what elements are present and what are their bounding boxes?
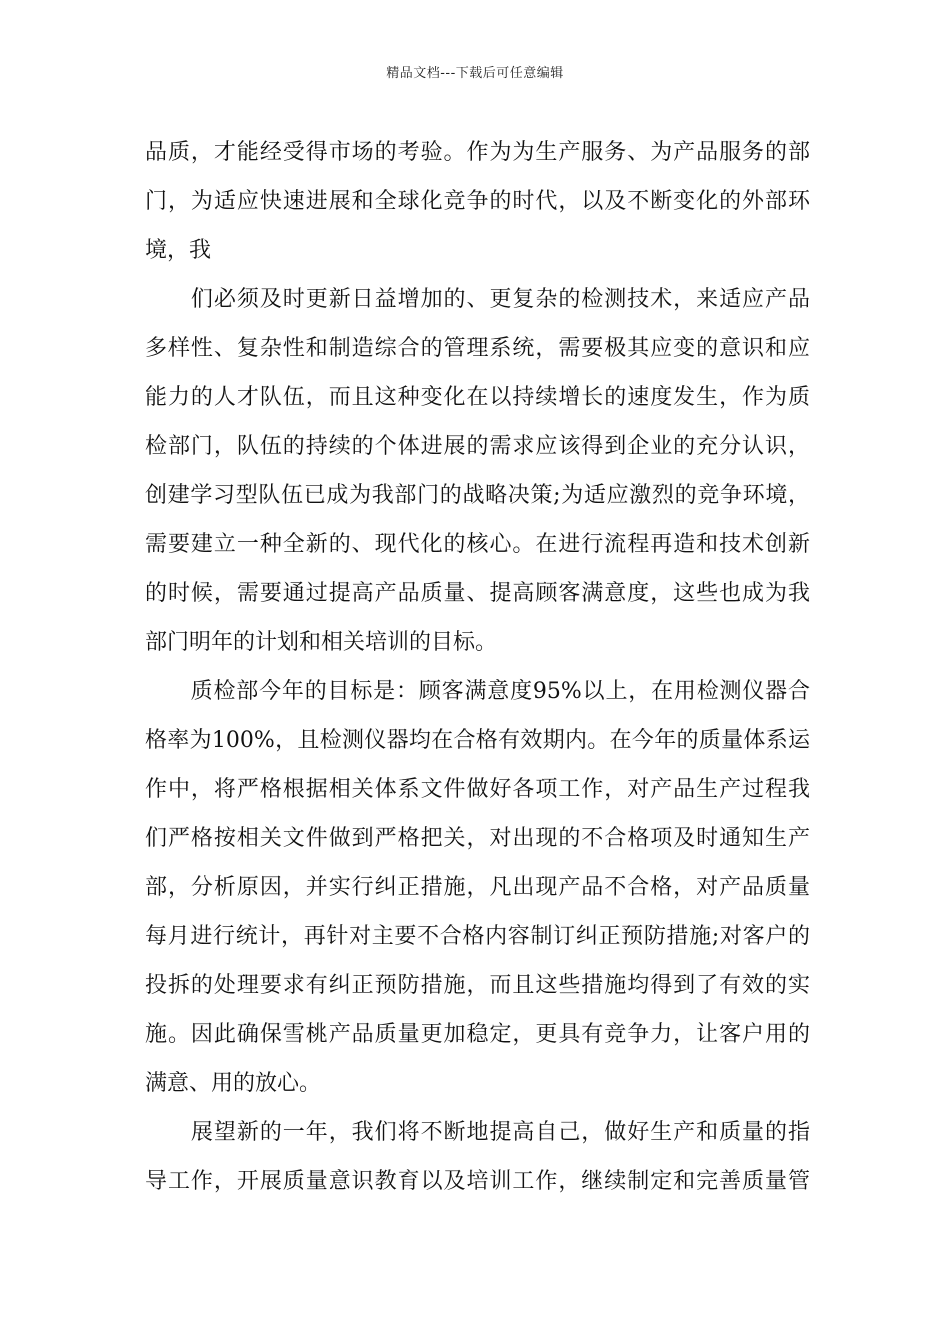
text-line: 质检部今年的目标是：顾客满意度95%以上，在用检测仪器合 [145, 679, 810, 704]
document-body [145, 128, 810, 1206]
text-line: 创建学习型队伍已成为我部门的战略决策;为适应激烈的竞争环境， [145, 483, 810, 508]
text-line: 需要建立一种全新的、现代化的核心。在进行流程再造和技术创新 [145, 532, 810, 557]
paragraph [145, 275, 810, 667]
text-line: 每月进行统计，再针对主要不合格内容制订纠正预防措施;对客户的 [145, 924, 810, 949]
text-line: 检部门，队伍的持续的个体进展的需求应该得到企业的充分认识， [145, 434, 810, 459]
text-line: 施。因此确保雪桃产品质量更加稳定，更具有竞争力，让客户用的 [145, 1022, 810, 1047]
text-line: 品质，才能经受得市场的考验。作为为生产服务、为产品服务的部 [145, 140, 810, 165]
text-line: 多样性、复杂性和制造综合的管理系统，需要极其应变的意识和应 [145, 336, 810, 361]
text-line: 导工作，开展质量意识教育以及培训工作，继续制定和完善质量管 [145, 1169, 810, 1194]
text-line: 的时候，需要通过提高产品质量、提高顾客满意度，这些也成为我 [145, 581, 810, 606]
text-line: 能力的人才队伍，而且这种变化在以持续增长的速度发生，作为质 [145, 385, 810, 410]
text-line: 作中，将严格根据相关体系文件做好各项工作，对产品生产过程我 [145, 777, 810, 802]
paragraph [145, 667, 810, 1108]
text-line: 投拆的处理要求有纠正预防措施，而且这些措施均得到了有效的实 [145, 973, 810, 998]
text-line: 部，分析原因，并实行纠正措施，凡出现产品不合格，对产品质量 [145, 875, 810, 900]
page-header: 精品文档---下载后可任意编辑 [386, 66, 564, 81]
paragraph [145, 1108, 810, 1206]
text-line: 境，我 [145, 238, 212, 263]
paragraph [145, 128, 810, 275]
text-line: 展望新的一年，我们将不断地提高自己，做好生产和质量的指 [145, 1120, 810, 1145]
text-line: 格率为100%，且检测仪器均在合格有效期内。在今年的质量体系运 [145, 728, 810, 753]
text-line: 门，为适应快速进展和全球化竞争的时代，以及不断变化的外部环 [145, 189, 810, 214]
text-line: 们严格按相关文件做到严格把关，对出现的不合格项及时通知生产 [145, 826, 810, 851]
text-line: 们必须及时更新日益增加的、更复杂的检测技术，来适应产品 [145, 287, 810, 312]
text-line: 部门明年的计划和相关培训的目标。 [145, 630, 498, 655]
text-line: 满意、用的放心。 [145, 1071, 322, 1096]
